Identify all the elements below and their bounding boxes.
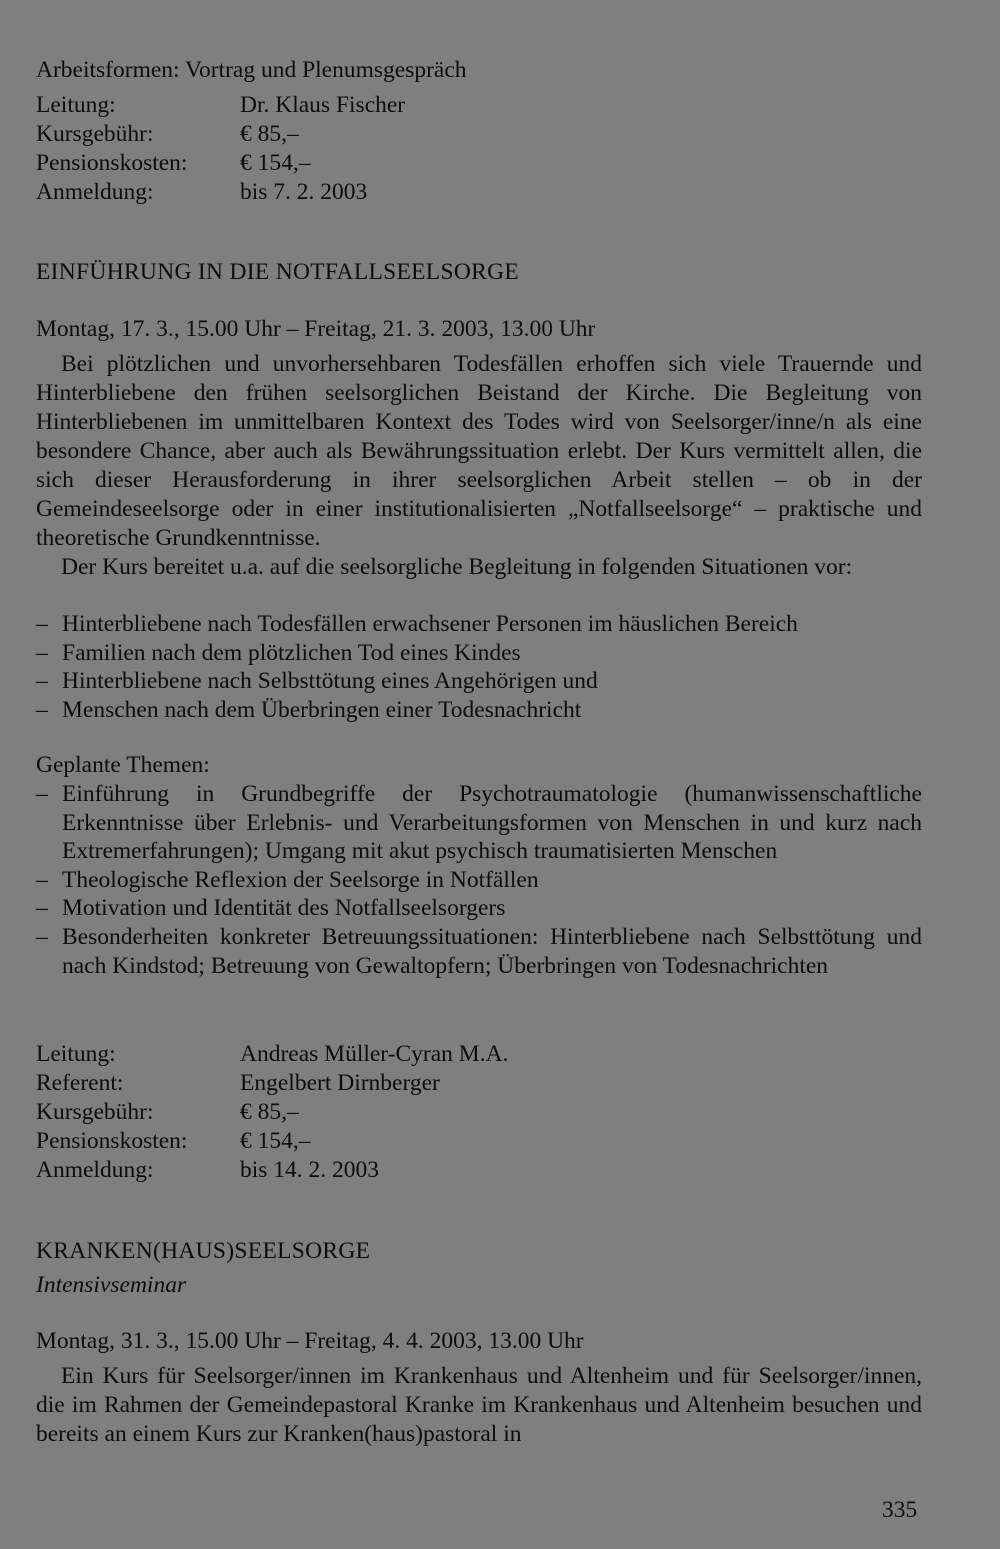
detail-row (36, 1069, 508, 1098)
detail-row (36, 149, 405, 178)
dash-marker: – (36, 639, 48, 666)
paragraph: Ein Kurs für Seelsorger/innen im Krankenhaus und Altenheim und für Seelsorger/innen, die im Rahmen der Gemeindepastoral Kranke im Krankenhaus und Altenheim besuchen und bereits an einem Kurs zur Kranken(haus)pastoral in (36, 1363, 922, 1447)
section-date: Montag, 17. 3., 15.00 Uhr – Freitag, 21. 3. 2003, 13.00 Uhr (36, 316, 596, 342)
dash-marker: – (36, 611, 48, 637)
detail-label: Pensionskosten: (36, 150, 188, 176)
dash-marker: – (36, 668, 48, 695)
themes-heading: Geplante Themen: (36, 752, 210, 778)
detail-label: Pensionskosten: (36, 1128, 188, 1154)
list-item: – Familien nach dem plötzlichen Tod eines Kindes (36, 639, 521, 666)
detail-label: Leitung: (36, 92, 116, 118)
detail-value: Andreas Müller-Cyran M.A. (240, 1041, 509, 1067)
dash-marker: – (36, 923, 48, 950)
detail-value: € 85,– (240, 1099, 299, 1125)
detail-value: € 154,– (240, 150, 311, 176)
detail-row (36, 1127, 508, 1156)
detail-value: € 85,– (240, 121, 299, 147)
section-description (36, 350, 922, 582)
course-details-1 (36, 91, 405, 207)
section-title-krankenhausseelsorge: KRANKEN(HAUS)SEELSORGE (36, 1238, 371, 1264)
paragraph: Bei plötzlichen und unvorhersehbaren Todesfällen erhoffen sich viele Trauernde und Hinterbliebene den frühen seelsorglichen Beistand der Kirche. Die Begleitung von Hinterbliebenen im unmittelbaren Kontext des Todes wird von Seelsorger/inne/n als eine besondere Chance, aber auch als Bewährungssituation erlebt. Der Kurs vermittelt allen, die sich dieser Herausforderung in ihrer seelsorglichen Arbeit stellen – ob in der Gemeindeseelsorge oder in einer institutionalisierten „Notfallseelsorge“ – praktische und theoretische Grundkenntnisse. (36, 351, 922, 551)
detail-row (36, 1098, 508, 1127)
detail-label: Referent: (36, 1070, 124, 1096)
section-subtitle: Intensivseminar (36, 1272, 187, 1298)
section-date: Montag, 31. 3., 15.00 Uhr – Freitag, 4. 4. 2003, 13.00 Uhr (36, 1328, 584, 1354)
dash-marker: – (36, 866, 48, 893)
dash-marker: – (36, 781, 48, 807)
detail-value: € 154,– (240, 1128, 311, 1154)
list-item: – Hinterbliebene nach Todesfällen erwachsener Personen im häuslichen Bereich (36, 611, 798, 637)
dash-marker: – (36, 696, 48, 723)
detail-row (36, 1156, 508, 1185)
themes-list (36, 780, 922, 980)
situations-list (36, 610, 922, 724)
detail-label: Anmeldung: (36, 179, 154, 205)
detail-value: Dr. Klaus Fischer (240, 92, 406, 118)
list-item: – Einführung in Grundbegriffe der Psychotraumatologie (humanwissenschaftliche Erkenntnisse über Erlebnis- und Verarbeitungsformen von Menschen in und kurz nach Extremerfahrungen); Umgang mit akut psychisch traumatisierten Menschen (36, 781, 922, 865)
list-item: – Menschen nach dem Überbringen einer Todesnachricht (36, 696, 582, 723)
section-title-notfallseelsorge: EINFÜHRUNG IN DIE NOTFALLSEELSORGE (36, 259, 519, 285)
page-number: 335 (882, 1497, 918, 1523)
detail-row (36, 1040, 508, 1069)
detail-value: Engelbert Dirnberger (240, 1070, 440, 1096)
detail-label: Leitung: (36, 1041, 116, 1067)
detail-value: bis 14. 2. 2003 (240, 1157, 380, 1183)
detail-label: Kursgebühr: (36, 1099, 154, 1125)
detail-row (36, 120, 405, 149)
detail-label: Kursgebühr: (36, 121, 154, 147)
section-description (36, 1362, 922, 1449)
course-details-2 (36, 1040, 508, 1185)
dash-marker: – (36, 895, 48, 922)
detail-label: Anmeldung: (36, 1157, 154, 1183)
list-item: – Theologische Reflexion der Seelsorge in Notfällen (36, 866, 539, 893)
detail-row (36, 178, 405, 207)
list-item: – Hinterbliebene nach Selbsttötung eines Angehörigen und (36, 668, 598, 695)
paragraph: Der Kurs bereitet u.a. auf die seelsorgliche Begleitung in folgenden Situationen vor: (61, 554, 853, 580)
intro-line: Arbeitsformen: Vortrag und Plenumsgespräch (36, 57, 467, 83)
detail-row (36, 91, 405, 120)
list-item: – Besonderheiten konkreter Betreuungssituationen: Hinterbliebene nach Selbsttötung und nach Kindstod; Betreuung von Gewaltopfern; Überbringen von Todesnachrichten (36, 923, 922, 979)
detail-value: bis 7. 2. 2003 (240, 179, 368, 205)
list-item: – Motivation und Identität des Notfallseelsorgers (36, 895, 506, 922)
